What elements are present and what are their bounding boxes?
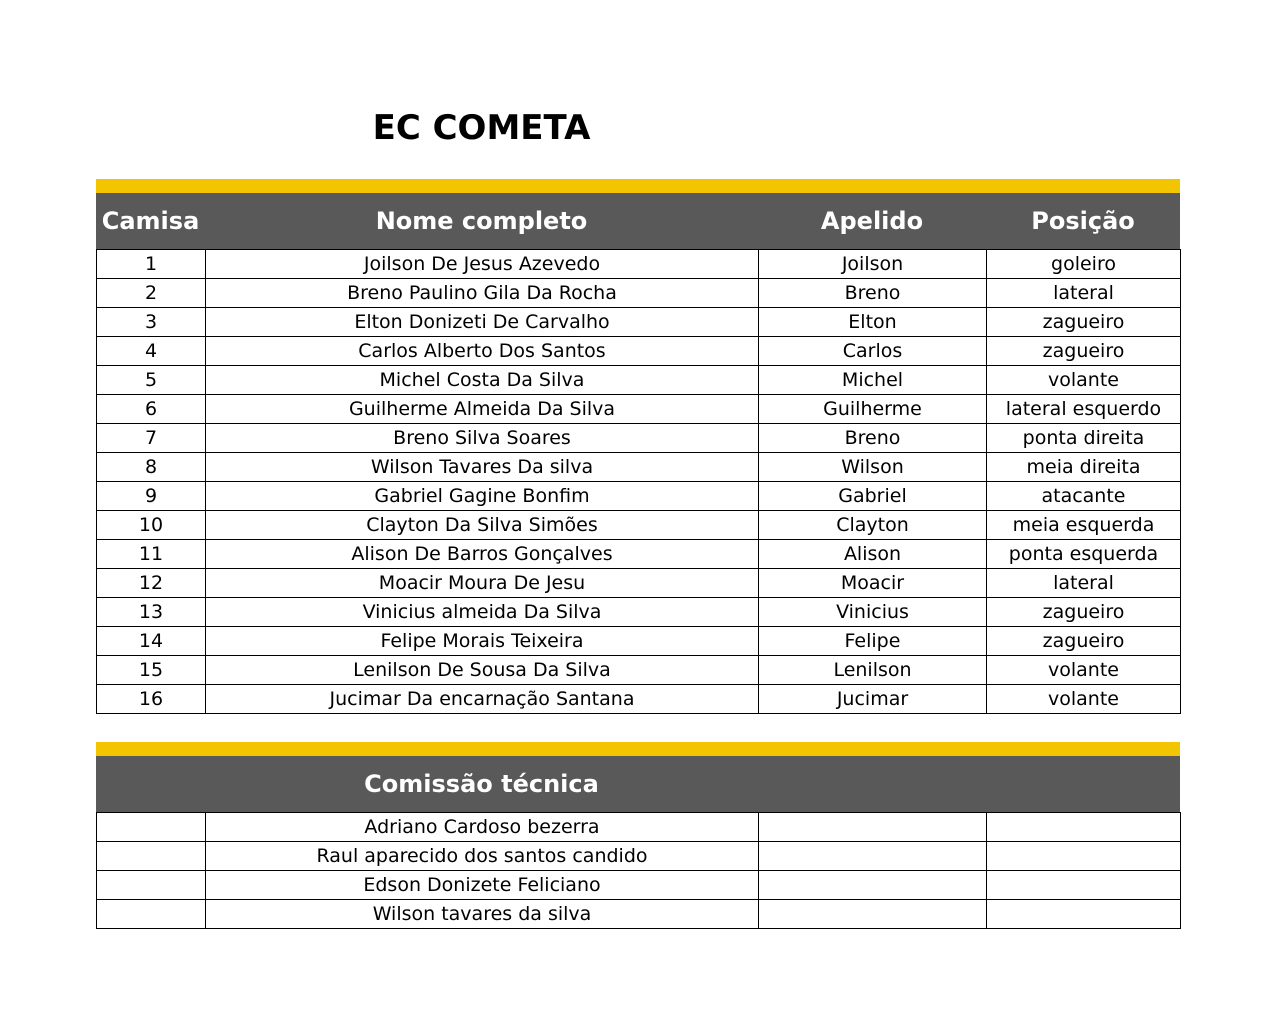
cell-nome: Michel Costa Da Silva [206,366,759,395]
cell-nome: Felipe Morais Teixeira [206,627,759,656]
cell-posicao: lateral esquerdo [987,395,1181,424]
header-nome: Nome completo [375,207,588,235]
cell-posicao: volante [987,656,1181,685]
table-row [97,685,1181,714]
cell-apelido: Breno [759,279,987,308]
cell-nome: Breno Paulino Gila Da Rocha [206,279,759,308]
cell-empty [97,813,206,842]
cell-nome: Elton Donizeti De Carvalho [206,308,759,337]
cell-camisa: 8 [97,453,206,482]
table-row [97,598,1181,627]
cell-empty [987,813,1181,842]
table-row [97,627,1181,656]
cell-empty [987,871,1181,900]
cell-camisa: 12 [97,569,206,598]
cell-nome: Lenilson De Sousa Da Silva [206,656,759,685]
cell-nome: Guilherme Almeida Da Silva [206,395,759,424]
cell-nome: Vinicius almeida Da Silva [206,598,759,627]
cell-empty [759,871,987,900]
page-title: EC COMETA [372,108,591,148]
table-row [97,813,1181,842]
table-row [97,511,1181,540]
table-row [97,900,1181,929]
cell-apelido: Joilson [759,250,987,279]
cell-camisa: 3 [97,308,206,337]
cell-nome: Alison De Barros Gonçalves [206,540,759,569]
table-row [97,842,1181,871]
cell-empty [987,900,1181,929]
table-row [97,540,1181,569]
cell-posicao: volante [987,685,1181,714]
cell-staff-nome: Raul aparecido dos santos candido [206,842,759,871]
players-header [96,193,1180,249]
cell-apelido: Wilson [759,453,987,482]
cell-apelido: Felipe [759,627,987,656]
cell-apelido: Clayton [759,511,987,540]
cell-apelido: Lenilson [759,656,987,685]
table-row [97,569,1181,598]
cell-camisa: 2 [97,279,206,308]
cell-apelido: Alison [759,540,987,569]
table-row [97,337,1181,366]
table-row [97,453,1181,482]
staff-header [96,756,1180,812]
table-row [97,871,1181,900]
cell-posicao: zagueiro [987,627,1181,656]
table-row [97,279,1181,308]
cell-camisa: 16 [97,685,206,714]
cell-posicao: ponta esquerda [987,540,1181,569]
header-posicao: Posição [1031,207,1135,235]
cell-apelido: Breno [759,424,987,453]
cell-empty [97,900,206,929]
cell-apelido: Jucimar [759,685,987,714]
cell-camisa: 10 [97,511,206,540]
cell-nome: Carlos Alberto Dos Santos [206,337,759,366]
cell-staff-nome: Edson Donizete Feliciano [206,871,759,900]
cell-camisa: 9 [97,482,206,511]
cell-camisa: 13 [97,598,206,627]
cell-posicao: meia direita [987,453,1181,482]
table-row [97,366,1181,395]
cell-posicao: lateral [987,279,1181,308]
yellow-band [96,742,1180,756]
cell-nome: Moacir Moura De Jesu [206,569,759,598]
table-row [97,308,1181,337]
cell-empty [987,842,1181,871]
cell-apelido: Elton [759,308,987,337]
cell-camisa: 14 [97,627,206,656]
cell-posicao: volante [987,366,1181,395]
cell-camisa: 1 [97,250,206,279]
cell-camisa: 5 [97,366,206,395]
cell-empty [759,813,987,842]
cell-nome: Breno Silva Soares [206,424,759,453]
table-row [97,395,1181,424]
players-block [96,179,1180,714]
cell-empty [759,900,987,929]
cell-camisa: 7 [97,424,206,453]
cell-camisa: 15 [97,656,206,685]
cell-staff-nome: Adriano Cardoso bezerra [206,813,759,842]
cell-apelido: Vinicius [759,598,987,627]
cell-camisa: 6 [97,395,206,424]
cell-empty [97,842,206,871]
cell-camisa: 11 [97,540,206,569]
cell-posicao: zagueiro [987,308,1181,337]
cell-staff-nome: Wilson tavares da silva [206,900,759,929]
table-row [97,482,1181,511]
header-apelido: Apelido [820,207,924,235]
cell-posicao: zagueiro [987,337,1181,366]
header-camisa: Camisa [101,207,200,235]
yellow-band [96,179,1180,193]
staff-table [96,812,1181,929]
table-row [97,424,1181,453]
cell-camisa: 4 [97,337,206,366]
cell-apelido: Carlos [759,337,987,366]
cell-posicao: atacante [987,482,1181,511]
table-row [97,250,1181,279]
cell-apelido: Gabriel [759,482,987,511]
cell-nome: Wilson Tavares Da silva [206,453,759,482]
cell-posicao: zagueiro [987,598,1181,627]
table-row [97,656,1181,685]
cell-apelido: Guilherme [759,395,987,424]
cell-posicao: goleiro [987,250,1181,279]
cell-posicao: lateral [987,569,1181,598]
cell-empty [759,842,987,871]
cell-nome: Jucimar Da encarnação Santana [206,685,759,714]
staff-block [96,742,1180,929]
players-table [96,249,1181,714]
cell-empty [97,871,206,900]
cell-nome: Clayton Da Silva Simões [206,511,759,540]
cell-posicao: ponta direita [987,424,1181,453]
cell-posicao: meia esquerda [987,511,1181,540]
header-comissao: Comissão técnica [364,770,599,798]
cell-apelido: Michel [759,366,987,395]
cell-nome: Gabriel Gagine Bonfim [206,482,759,511]
cell-nome: Joilson De Jesus Azevedo [206,250,759,279]
cell-apelido: Moacir [759,569,987,598]
